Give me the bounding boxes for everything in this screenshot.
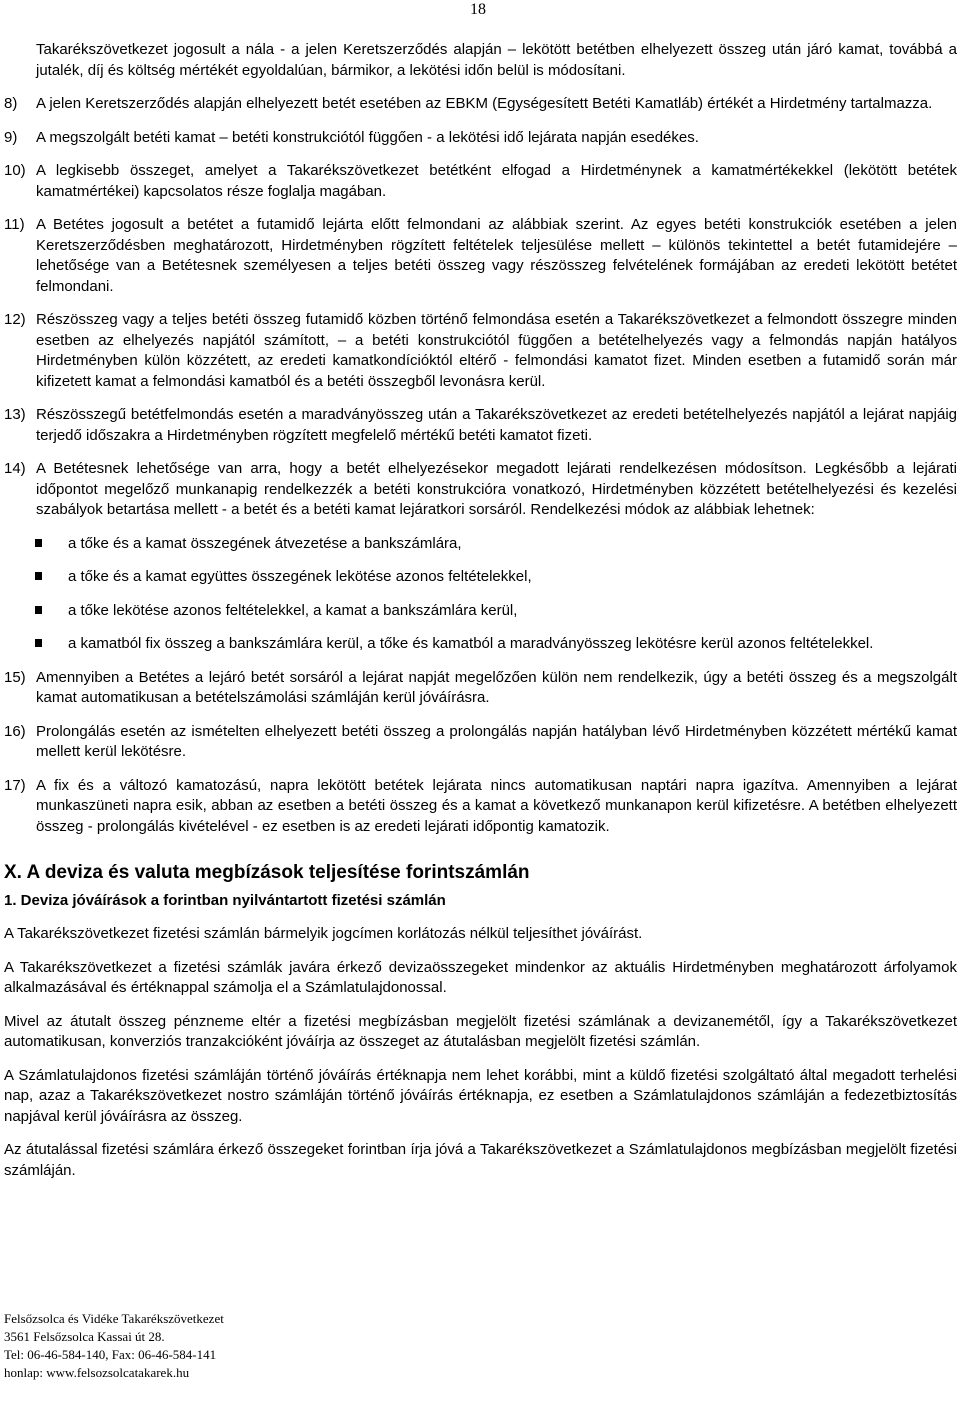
item-number: 16) bbox=[4, 722, 26, 740]
section-paragraph: A Számlatulajdonos fizetési számláján történő jóváírás értéknapja nem lehet korábbi, mint a küldő fizetési szolgáltató által megadott terhelési nap, azaz a Takarékszövetkezet nostro számláján történő jóváírás értéknapja, ez esetben a Számlatulajdonos számláján a fedezetbiztosítás napjával kerül jóváírásra az összeg. bbox=[4, 1066, 957, 1125]
item-number: 14) bbox=[4, 460, 26, 477]
list-item bbox=[4, 215, 957, 297]
footer bbox=[4, 1310, 224, 1382]
footer-org: Felsőzsolca és Vidéke Takarékszövetkezet bbox=[4, 1311, 224, 1326]
square-bullet-icon bbox=[35, 572, 42, 580]
item-text: Részösszegű betétfelmondás esetén a maradványösszeg után a Takarékszövetkezet az eredeti betételhelyezés napjától a lejárat napjáig terjedő időszakra a Hirdetményben rögzített megfelelő mértékű betéti kamatot fizeti. bbox=[36, 406, 957, 444]
item-text: Amennyiben a Betétes a lejáró betét sorsáról a lejárat napját megelőzően külön nem rendelkezik, úgy a betéti összeg és a megszolgált kamat automatikusan a betételszámolási számláján kerül jóváírásra. bbox=[36, 668, 957, 706]
item-number: 12) bbox=[4, 311, 26, 328]
list-item bbox=[4, 722, 957, 763]
bullet-item bbox=[68, 601, 957, 622]
bullet-text: a tőke és a kamat együttes összegének lekötése azonos feltételekkel, bbox=[68, 568, 532, 585]
section-paragraph: Mivel az átutalt összeg pénzneme eltér a fizetési megbízásban megjelölt fizetési számlának a devizanemétől, így a Takarékszövetkezet automatikusan, konverziós tranzakcióként jóváírja az összeget az átutalásban megjelölt fizetési számlán. bbox=[4, 1012, 957, 1050]
item-text: Prolongálás esetén az ismételten elhelyezett betéti összeg a prolongálás napján hatályban lévő Hirdetményben közzétett mértékű kamat mellett kerül lekötésre. bbox=[36, 722, 957, 760]
bullet-text: a kamatból fix összeg a bankszámlára kerül, a tőke és kamatból a maradványösszeg lekötésre kerül azonos feltételekkel. bbox=[68, 635, 874, 652]
list-item bbox=[4, 161, 957, 202]
square-bullet-icon bbox=[35, 606, 42, 614]
square-bullet-icon bbox=[35, 639, 42, 647]
list-item bbox=[4, 668, 957, 709]
item-text: A jelen Keretszerződés alapján elhelyezett betét esetében az EBKM (Egységesített Betéti Kamatláb) értékét a Hirdetmény tartalmazza. bbox=[36, 95, 933, 112]
footer-phone: Tel: 06-46-584-140, Fax: 06-46-584-141 bbox=[4, 1347, 217, 1362]
footer-website: honlap: www.felsozsolcatakarek.hu bbox=[4, 1365, 190, 1380]
list-item bbox=[4, 310, 957, 392]
bullet-item bbox=[68, 567, 957, 588]
numbered-list-continued bbox=[4, 668, 957, 838]
item-text: A megszolgált betéti kamat – betéti konstrukciótól függően - a lekötési idő lejárata napján esedékes. bbox=[36, 128, 699, 146]
document-body bbox=[4, 40, 957, 1194]
item-number: 13) bbox=[4, 406, 26, 423]
bullet-text: a tőke és a kamat összegének átvezetése a bankszámlára, bbox=[68, 534, 462, 552]
item-text: A legkisebb összeget, amelyet a Takarékszövetkezet betétként elfogad a Hirdetménynek a kamatmértékekkel (lekötött betétek kamatmértékei) kapcsolatos része foglalja magában. bbox=[36, 162, 957, 200]
numbered-list bbox=[4, 94, 957, 521]
square-bullet-icon bbox=[35, 539, 42, 547]
item-text: Részösszeg vagy a teljes betéti összeg futamidő közben történő felmondása esetén a Takarékszövetkezet a felmondott összegre minden esetben az elhelyezés napjától számított, – a betéti konstrukciótól függően a betételhelyezés vagy a felmondás napján hatályos Hirdetményben külön közzétett, az eredeti kamatkondícióktól eltérő - felmondási kamatot fizet. Minden esetben a futamidő során már kifizetett kamat a felmondási kamatból és a betéti összegből levonásra kerül. bbox=[36, 311, 957, 390]
bullet-text: a tőke lekötése azonos feltételekkel, a kamat a bankszámlára kerül, bbox=[68, 601, 518, 619]
item-text: A Betétes jogosult a betétet a futamidő lejárta előtt felmondani az alábbiak szerint. Az egyes betéti konstrukciók esetében a jelen Keretszerződésben meghatározott, Hirdetményben rögzített feltételek teljesülése mellett – különös tekintettel a betét futamidejére – lehetősége van a Betétesnek személyesen a teljes betéti összeg vagy részösszeg felvételének formájában az eredeti lekötött betétet felmondani. bbox=[36, 216, 957, 295]
list-item bbox=[4, 405, 957, 446]
item-text: A fix és a változó kamatozású, napra lekötött betétek lejárata nincs automatikusan naptári napra igazítva. Amennyiben a lejárat munkaszüneti napra esik, abban az esetben a betéti összeg és a kamat a következő munkanapon kerül kifizetésre. A betétben elhelyezett összeg - prolongálás kivételével - ez esetben is az eredeti lejárati időpontig kamatozik. bbox=[36, 776, 957, 835]
bullet-item bbox=[68, 634, 957, 655]
page-number: 18 bbox=[470, 1, 486, 18]
item-number: 17) bbox=[4, 776, 26, 794]
item-number: 15) bbox=[4, 668, 26, 686]
section-paragraph: A Takarékszövetkezet a fizetési számlák javára érkező devizaösszegeket mindenkor az aktuális Hirdetményben meghatározott árfolyamok alkalmazásával és értéknappal számolja el a Számlatulajdonossal. bbox=[4, 958, 957, 996]
list-item bbox=[4, 776, 957, 838]
item-number: 10) bbox=[4, 162, 26, 179]
item-number: 9) bbox=[4, 128, 18, 146]
list-item bbox=[4, 94, 957, 115]
list-item bbox=[4, 459, 957, 521]
section-paragraph: Az átutalással fizetési számlára érkező összegeket forintban írja jóvá a Takarékszövetkezet a Számlatulajdonos megbízásban megjelölt fizetési számláján. bbox=[4, 1141, 957, 1179]
section-title: X. A deviza és valuta megbízások teljesítése forintszámlán bbox=[4, 862, 530, 883]
section-paragraph: A Takarékszövetkezet fizetési számlán bármelyik jogcímen korlátozás nélkül teljesíthet jóváírást. bbox=[4, 925, 643, 942]
bullet-item bbox=[68, 534, 957, 555]
list-item bbox=[4, 128, 957, 149]
item-text: A Betétesnek lehetősége van arra, hogy a betét elhelyezésekor megadott lejárati rendelkezésen módosítson. Legkésőbb a lejárati időpontot megelőző munkanapig rendelkezzék a betéti konstrukcióra vonatkozó, Hirdetményben közzétett betételhelyezési és kezelési szabályok betartása mellett - a betét és a betéti kamat lejáratkori sorsáról. Rendelkezési módok az alábbiak lehetnek: bbox=[36, 460, 957, 518]
item-number: 11) bbox=[4, 216, 25, 233]
intro-paragraph: Takarékszövetkezet jogosult a nála - a jelen Keretszerződés alapján – lekötött betétben elhelyezett összeg után járó kamat, továbbá a jutalék, díj és költség mértékét egyoldalúan, bármikor, a lekötési időn belül is módosítani. bbox=[36, 41, 957, 79]
footer-address: 3561 Felsőzsolca Kassai út 28. bbox=[4, 1329, 165, 1344]
subsection-title: 1. Deviza jóváírások a forintban nyilvántartott fizetési számlán bbox=[4, 892, 446, 909]
disposition-options-list bbox=[4, 534, 957, 655]
item-number: 8) bbox=[4, 95, 18, 112]
